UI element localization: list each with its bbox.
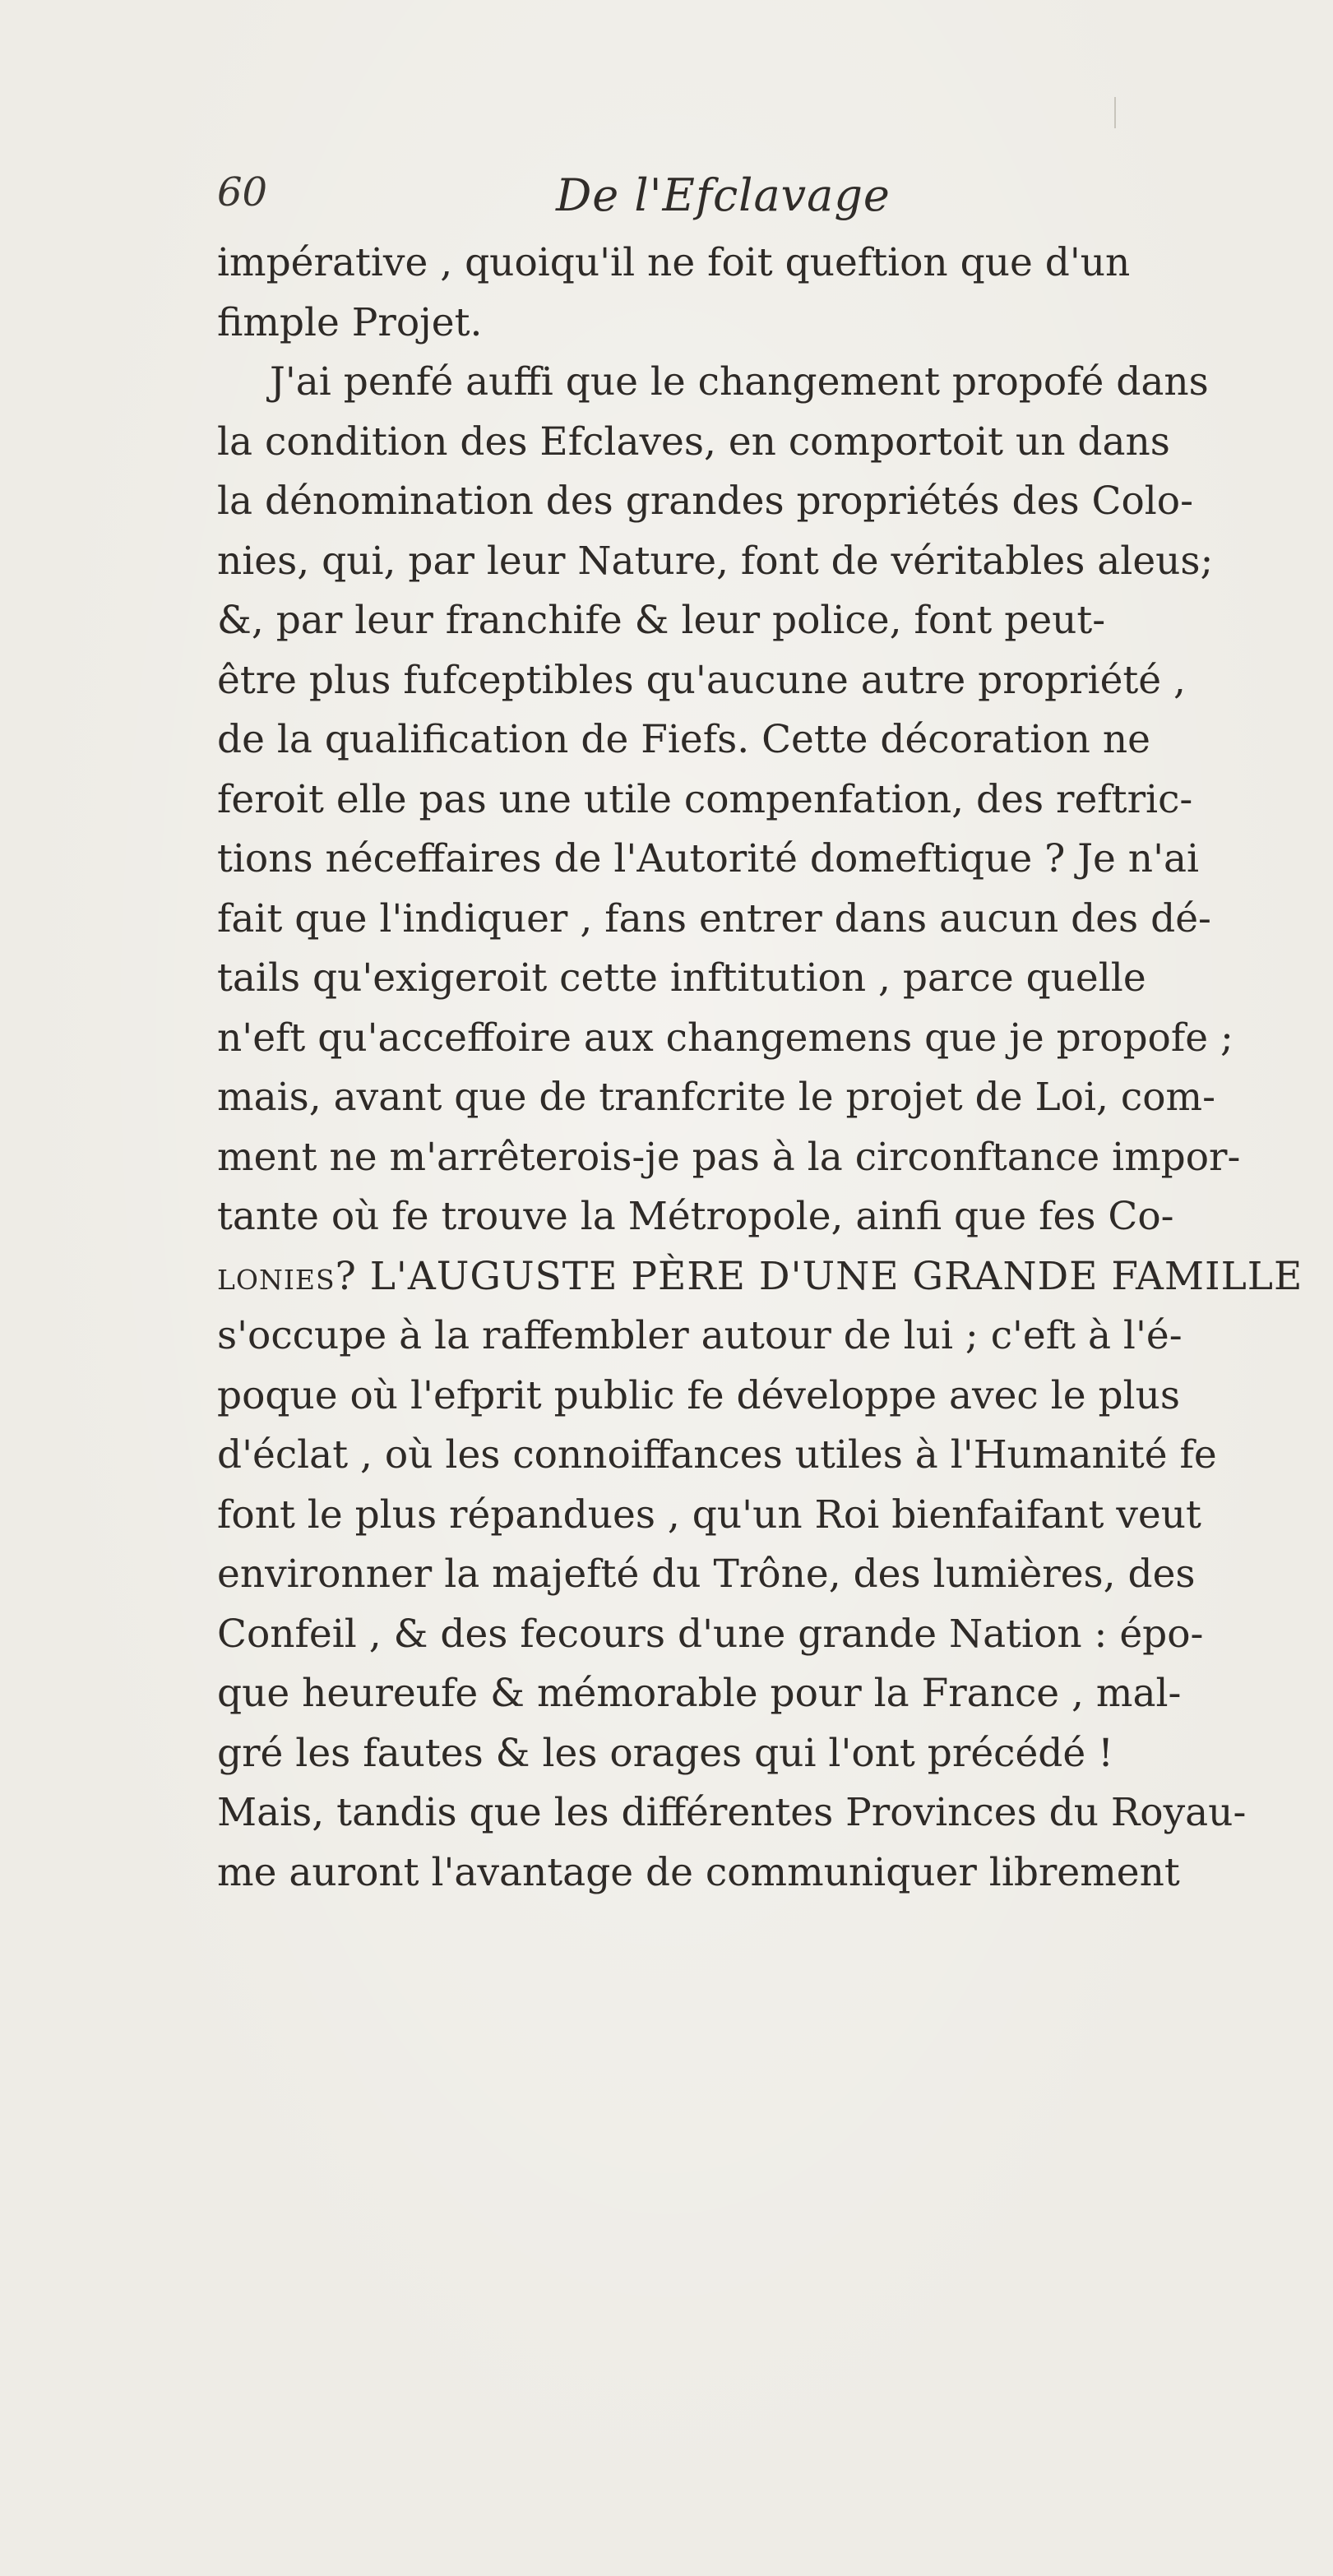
text-line: ment ne m'arrêterois-je pas à la circonftance impor- <box>217 1134 1241 1180</box>
text-line: impérative , quoiqu'il ne foit queftion que d'un <box>217 240 1131 285</box>
text-line: me auront l'avantage de communiquer librement <box>217 1849 1180 1895</box>
text-line: s'occupe à la raffembler autour de lui ; c'eft à l'é- <box>217 1313 1183 1358</box>
text-line: &, par leur franchife & leur police, font peut- <box>217 598 1106 643</box>
text-line: tails qu'exigeroit cette inftitution , parce quelle <box>217 955 1146 1001</box>
text-line: être plus fufceptibles qu'aucune autre propriété , <box>217 657 1186 703</box>
text-line: mais, avant que de tranfcrite le projet de Loi, com- <box>217 1075 1215 1120</box>
text-line: J'ai penfé auffi que le changement propofé dans <box>270 359 1209 405</box>
text-line: tions néceffaires de l'Autorité domeftique ? Je n'ai <box>217 836 1200 881</box>
text-line: gré les fautes & les orages qui l'ont précédé ! <box>217 1730 1113 1776</box>
text-line: poque où l'efprit public fe développe avec le plus <box>217 1372 1180 1418</box>
paper-mark <box>1114 97 1116 128</box>
text-line: n'eft qu'acceffoire aux changemens que je propofe ; <box>217 1015 1233 1061</box>
text-line: lonies? L'AUGUSTE PÈRE D'UNE GRANDE FAMILLE <box>217 1253 1303 1299</box>
text-line: la condition des Efclaves, en comportoit un dans <box>217 419 1170 465</box>
text-line: feroit elle pas une utile compenfation, des reftric- <box>217 776 1193 822</box>
page-number: 60 <box>217 169 268 215</box>
running-title: De l'Efclavage <box>556 169 891 221</box>
text-line: nies, qui, par leur Nature, font de véritables aleus; <box>217 538 1214 584</box>
text-line: que heureufe & mémorable pour la France , mal- <box>217 1671 1182 1716</box>
text-line: fimple Projet. <box>217 299 483 345</box>
text-line: Mais, tandis que les différentes Provinces du Royau- <box>217 1790 1247 1835</box>
text-line: de la qualification de Fiefs. Cette décoration ne <box>217 717 1150 762</box>
text-line: Confeil , & des fecours d'une grande Nation : épo- <box>217 1611 1204 1657</box>
text-line: font le plus répandues , qu'un Roi bienfaifant veut <box>217 1491 1201 1538</box>
text-line: la dénomination des grandes propriétés des Colo- <box>217 479 1193 524</box>
text-line: tante où fe trouve la Métropole, ainfi que fes Co- <box>217 1194 1174 1239</box>
page-header <box>217 169 1286 235</box>
main-text <box>217 234 1333 1903</box>
text-line: fait que l'indiquer , fans entrer dans aucun des dé- <box>217 895 1211 941</box>
text-line: d'éclat , où les connoiffances utiles à l'Humanité fe <box>217 1432 1217 1478</box>
text-line: environner la majefté du Trône, des lumières, des <box>217 1552 1196 1597</box>
